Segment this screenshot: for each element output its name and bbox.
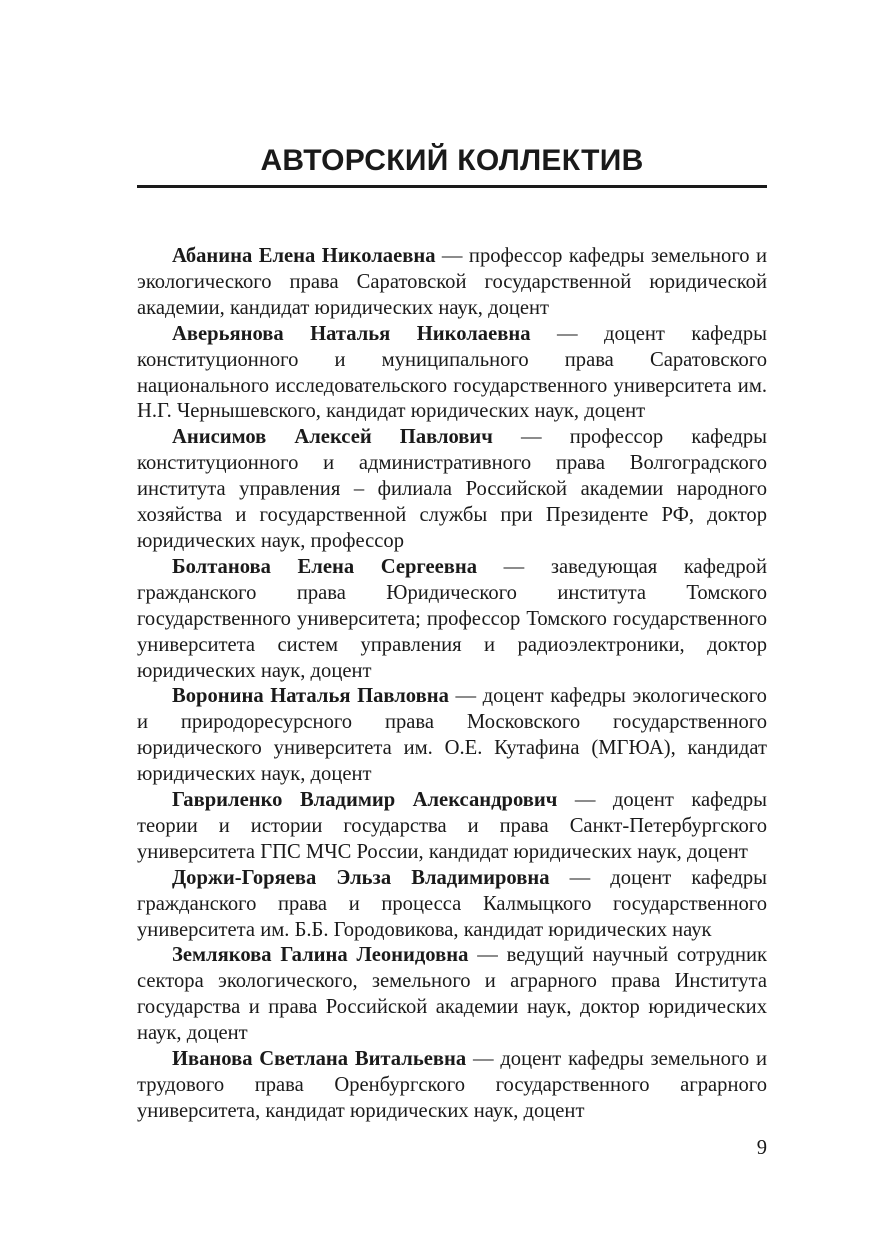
author-description: — ведущий научный сотрудник сектора экологического, земельного и аграрного права Института государства и права Российской академии наук, доктор юридических наук, доцент <box>137 944 767 1045</box>
author-entry <box>137 322 767 426</box>
author-description: — заведующая кафедрой гражданского права Юридического института Томского государственного университета; профессор Томского государственного университета систем управления и радиоэлектроники, доктор юридических наук, доцент <box>137 555 767 682</box>
title-underline-divider <box>137 185 767 188</box>
author-description: — профессор кафедры конституционного и административного права Волгоградского института управления – филиала Российской академии народного хозяйства и государственной службы при Президенте РФ, доктор юридических наук, профессор <box>137 426 767 552</box>
author-description: — профессор кафедры земельного и экологического права Саратовской государственной юридической академии, кандидат юридических наук, доцент <box>137 245 767 319</box>
page-title: АВТОРСКИЙ КОЛЛЕКТИВ <box>260 144 644 177</box>
author-name: Болтанова Елена Сергеевна <box>172 555 478 578</box>
author-name: Воронина Наталья Павловна <box>172 685 449 708</box>
author-name: Землякова Галина Леонидовна <box>172 944 469 967</box>
author-entry <box>137 866 767 944</box>
author-entry <box>137 1047 767 1125</box>
author-description: — доцент кафедры гражданского права и процесса Калмыцкого государственного университета им. Б.Б. Городовикова, кандидат юридических наук <box>137 866 768 941</box>
author-name: Гавриленко Владимир Александрович <box>172 789 558 812</box>
author-description: — доцент кафедры экологического и природоресурсного права Московского государственного юридического университета им. О.Е. Кутафина (МГЮА), кандидат юридических наук, доцент <box>137 685 767 786</box>
author-name: Доржи-Горяева Эльза Владимировна <box>172 866 550 889</box>
author-entry <box>137 425 767 555</box>
page-number: 9 <box>756 1137 767 1159</box>
author-description: — доцент кафедры теории и истории государства и права Санкт-Петербургского университета ГПС МЧС России, кандидат юридических наук, доцент <box>137 789 767 863</box>
author-entry <box>137 943 767 1047</box>
author-name: Анисимов Алексей Павлович <box>172 426 493 449</box>
author-entry <box>137 684 767 788</box>
author-entry <box>137 788 767 866</box>
author-name: Абанина Елена Николаевна <box>172 245 436 267</box>
author-description: — доцент кафедры конституционного и муниципального права Саратовского национального исследовательского государственного университета им. Н.Г. Чернышевского, кандидат юридических наук, доцент <box>137 322 768 423</box>
author-name: Аверьянова Наталья Николаевна <box>172 322 531 345</box>
author-entry <box>137 555 767 685</box>
author-description: — доцент кафедры земельного и трудового права Оренбургского государственного аграрного университета, кандидат юридических наук, доцент <box>137 1048 767 1122</box>
author-list <box>137 244 767 1125</box>
author-entry <box>137 244 767 322</box>
author-name: Иванова Светлана Витальевна <box>172 1048 467 1071</box>
